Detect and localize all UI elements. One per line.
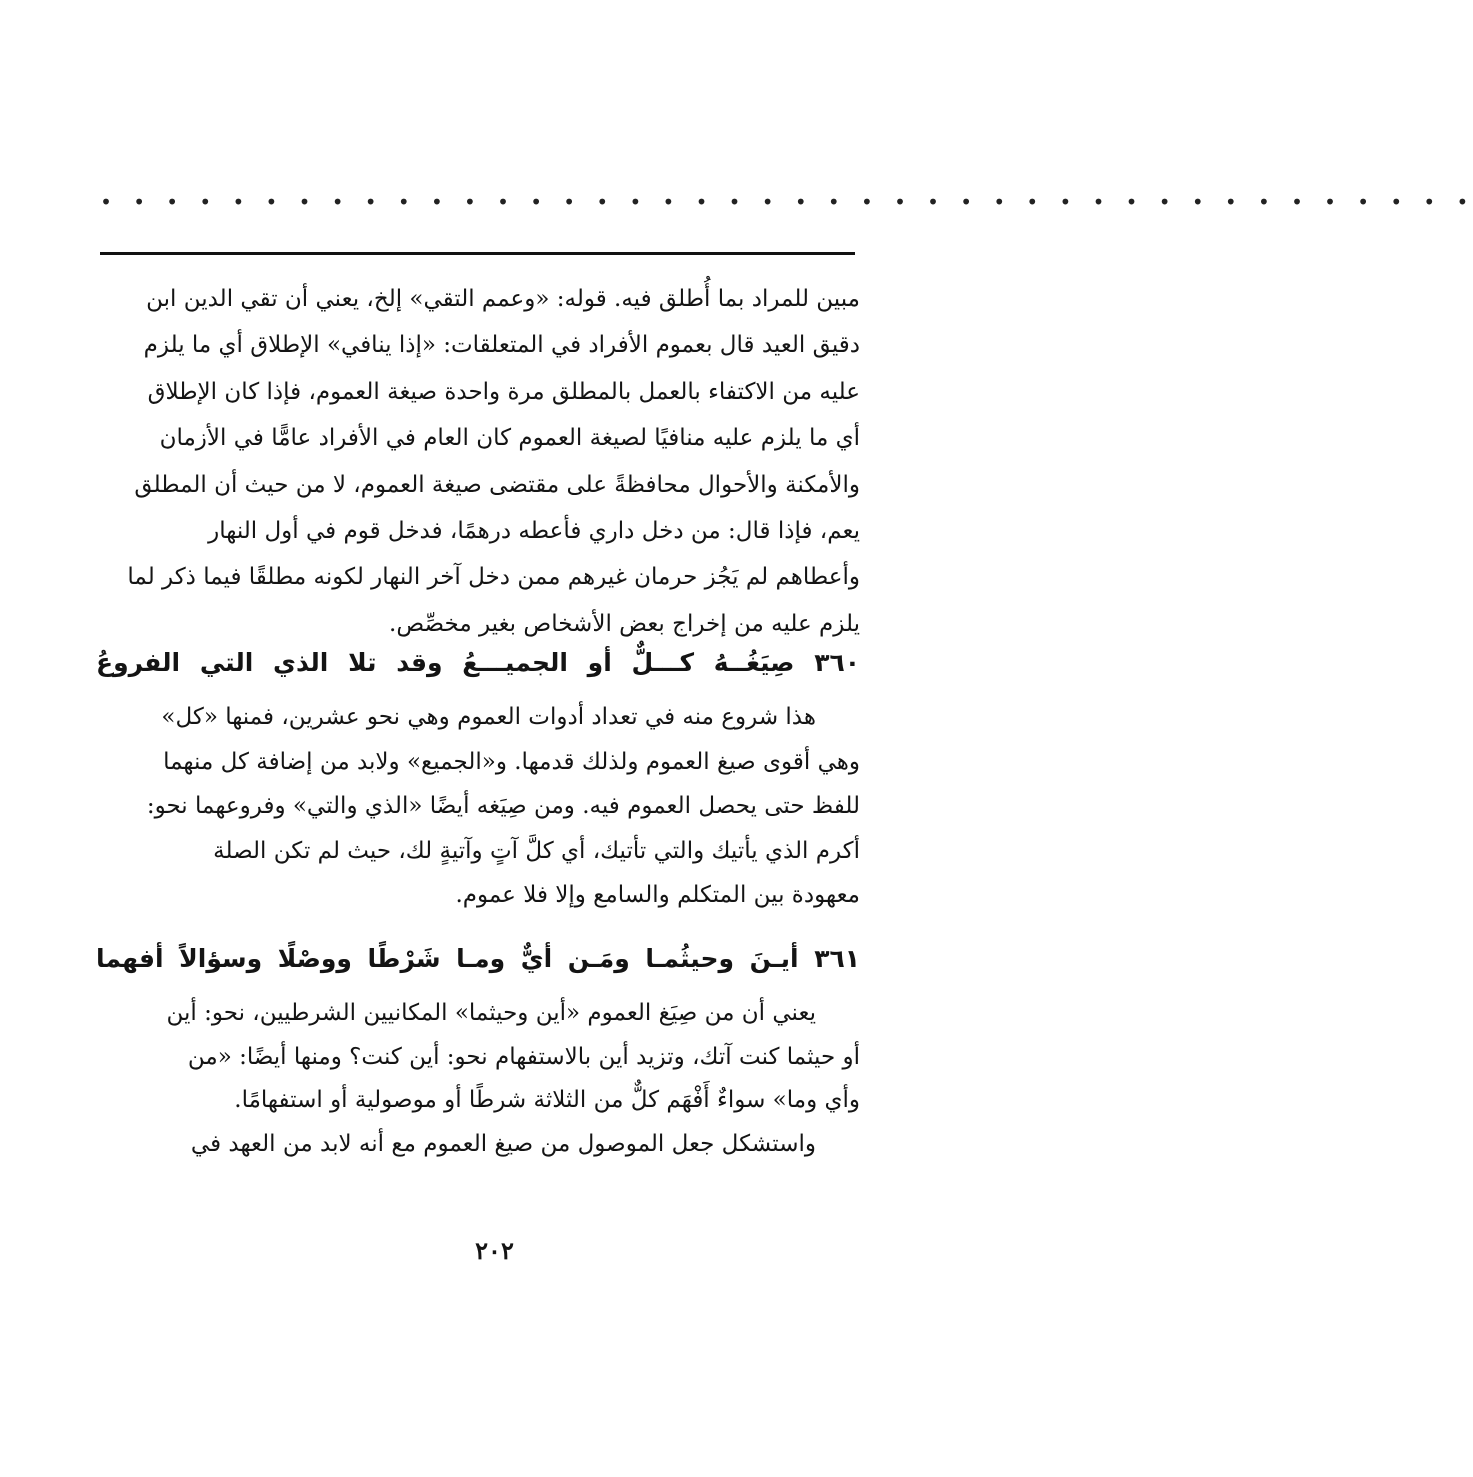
page-number: ٢٠٢ [475,1236,514,1265]
text-line: يعني أن من صِيَغ العموم «أين وحيثما» المكانيين الشرطيين، نحو: أين [166,1000,816,1026]
text-line: للفظ حتى يحصل العموم فيه. ومن صِيَغه أيضًا «الذي والتي» وفروعهما نحو: [146,793,860,819]
text-line: وهي أقوى صيغ العموم ولذلك قدمها. و«الجميع» ولابد من إضافة كل منهما [163,748,860,775]
text-line: والأمكنة والأحوال محافظةً على مقتضى صيغة العموم، لا من حيث أن المطلق [134,471,860,498]
text-line: واستشكل جعل الموصول من صيغ العموم مع أنه لابد من العهد في [190,1130,816,1157]
text-line: وأي وما» سواءٌ أَفْهَم كلٌّ من الثلاثة شرطًا أو موصولية أو استفهامًا. [234,1087,860,1113]
text-line: أكرم الذي يأتيك والتي تأتيك، أي كلَّ آتٍ وآتيةٍ لك، حيث لم تكن الصلة [213,837,860,864]
commentary-block-2 [96,695,860,918]
commentary-block-1 [96,276,860,647]
commentary-block-3 [96,992,860,1166]
text-line: معهودة بين المتكلم والسامع وإلا فلا عموم. [455,882,860,908]
text-line: أي ما يلزم عليه منافيًا لصيغة العموم كان العام في الأفراد عامًّا في الأزمان [159,425,860,452]
verse-361: ٣٦١ أيـنَ وحيثُمـا ومَـن أيٌّ ومـا شَرْطًا ووصْلًا وسؤالاً أفهما [96,944,860,973]
dot-leader: • • • • • • • • • • • • • • • • • • • • • • • • • • • • • • • • • • • • • • • • • • [100,190,1473,214]
text-line: أو حيثما كنت آتك، وتزيد أين بالاستفهام نحو: أين كنت؟ ومنها أيضًا: «من [187,1043,860,1070]
text-line: يلزم عليه من إخراج بعض الأشخاص بغير مخصِّص. [389,610,860,637]
separator-rule [100,252,855,255]
text-line: وأعطاهم لم يَجُز حرمان غيرهم ممن دخل آخر النهار لكونه مطلقًا فيما ذكر لما [127,564,860,591]
text-line: مبين للمراد بما أُطلق فيه. قوله: «وعمم التقي» إلخ، يعني أن تقي الدين ابن [146,286,860,312]
text-line: هذا شروع منه في تعداد أدوات العموم وهي نحو عشرين، فمنها «كل» [161,704,816,730]
text-line: عليه من الاكتفاء بالعمل بالمطلق مرة واحدة صيغة العموم، فإذا كان الإطلاق [147,378,860,405]
verse-360: ٣٦٠ صِيَغُــهُ كـــلٌّ أو الجميـــعُ وقد تلا الذي التي الفروعُ [96,648,860,677]
text-line: يعم، فإذا قال: من دخل داري فأعطه درهمًا، فدخل قوم في أول النهار [208,518,860,545]
text-line: دقيق العيد قال بعموم الأفراد في المتعلقات: «إذا ينافي» الإطلاق أي ما يلزم [143,332,860,359]
